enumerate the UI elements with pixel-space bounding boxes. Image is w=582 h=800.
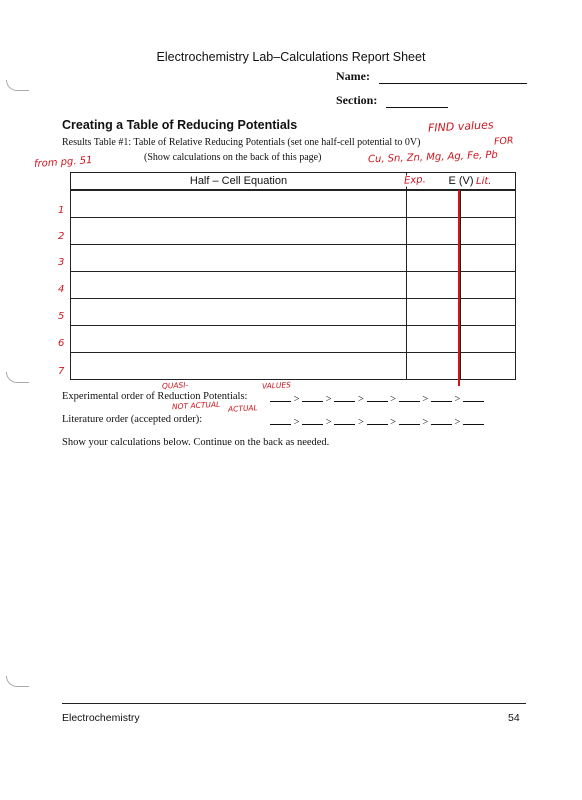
equation-cell[interactable]	[71, 245, 407, 272]
exp-cell[interactable]	[407, 272, 461, 299]
experimental-order-blanks	[270, 391, 484, 405]
table-caption: Results Table #1: Table of Relative Reducing Potentials (set one half-cell potential to 0V)	[62, 137, 421, 148]
order-blank[interactable]	[334, 391, 355, 402]
order-separator: >	[422, 417, 429, 428]
order-separator: >	[390, 394, 397, 405]
annotation-not-actual: NOT ACTUAL	[171, 399, 221, 412]
row-number: 5	[58, 311, 65, 322]
lit-cell[interactable]	[461, 218, 516, 245]
binder-hole-top	[6, 80, 29, 91]
annotation-exp: Exp.	[403, 174, 427, 187]
order-blank[interactable]	[367, 414, 388, 425]
order-blank[interactable]	[399, 414, 420, 425]
order-blank[interactable]	[463, 391, 484, 402]
annotation-for: FOR	[493, 135, 514, 148]
lit-cell[interactable]	[461, 245, 516, 272]
order-separator: >	[293, 417, 300, 428]
row-number: 2	[58, 231, 65, 242]
order-blank[interactable]	[399, 391, 420, 402]
equation-cell[interactable]	[71, 353, 407, 380]
footer-title: Electrochemistry	[62, 712, 140, 724]
section-label: Section:	[336, 93, 378, 107]
annotation-find-values: FIND values	[427, 118, 494, 135]
handwritten-column-divider	[458, 190, 460, 386]
header-e-volts: E (V)	[407, 173, 516, 191]
table-row	[71, 245, 516, 272]
order-separator: >	[293, 394, 300, 405]
order-blank[interactable]	[334, 414, 355, 425]
equation-cell[interactable]	[71, 326, 407, 353]
table-row	[71, 299, 516, 326]
calculations-instruction: Show your calculations below. Continue on the back as needed.	[62, 437, 330, 448]
exp-cell[interactable]	[407, 353, 461, 380]
row-number: 4	[58, 284, 65, 295]
binder-hole-bottom	[6, 676, 29, 687]
annotation-elements: Cu, Sn, Zn, Mg, Ag, Fe, Pb	[367, 149, 498, 166]
order-separator: >	[422, 394, 429, 405]
experimental-order-label: Experimental order of Reduction Potentials:	[62, 391, 248, 402]
section-row	[336, 93, 448, 108]
equation-cell[interactable]	[71, 299, 407, 326]
order-blank[interactable]	[431, 391, 452, 402]
equation-cell[interactable]	[71, 272, 407, 299]
annotation-quasi: QUASI-	[161, 380, 189, 391]
table-row	[71, 326, 516, 353]
row-number: 3	[58, 257, 65, 268]
table-subcaption: (Show calculations on the back of this page)	[144, 152, 322, 163]
order-blank[interactable]	[431, 414, 452, 425]
lit-cell[interactable]	[461, 190, 516, 218]
table-row	[71, 353, 516, 380]
results-table	[70, 172, 516, 380]
lit-cell[interactable]	[461, 272, 516, 299]
order-separator: >	[357, 394, 364, 405]
order-blank[interactable]	[463, 414, 484, 425]
name-label: Name:	[336, 69, 370, 83]
section-heading: Creating a Table of Reducing Potentials	[62, 118, 298, 132]
table-row	[71, 272, 516, 299]
row-number: 7	[58, 366, 65, 377]
lit-cell[interactable]	[461, 326, 516, 353]
annotation-actual: ACTUAL	[227, 403, 258, 414]
order-blank[interactable]	[367, 391, 388, 402]
order-blank[interactable]	[302, 414, 323, 425]
order-separator: >	[325, 417, 332, 428]
lit-cell[interactable]	[461, 299, 516, 326]
table-header-row	[71, 173, 516, 191]
annotation-values: VALUES	[261, 380, 292, 391]
footer-rule	[62, 703, 526, 704]
equation-cell[interactable]	[71, 190, 407, 218]
order-separator: >	[357, 417, 364, 428]
page-number: 54	[508, 712, 520, 724]
table-row	[71, 218, 516, 245]
page-title: Electrochemistry Lab–Calculations Report Sheet	[156, 50, 426, 64]
row-number: 1	[58, 205, 65, 216]
annotation-from-page: from pg. 51	[33, 154, 93, 171]
order-blank[interactable]	[270, 391, 291, 402]
binder-hole-middle	[6, 372, 29, 383]
exp-cell[interactable]	[407, 299, 461, 326]
name-field[interactable]	[379, 70, 527, 84]
literature-order-blanks	[270, 414, 484, 428]
equation-cell[interactable]	[71, 218, 407, 245]
order-separator: >	[390, 417, 397, 428]
lit-cell[interactable]	[461, 353, 516, 380]
exp-cell[interactable]	[407, 218, 461, 245]
section-field[interactable]	[386, 94, 448, 108]
exp-cell[interactable]	[407, 326, 461, 353]
order-separator: >	[325, 394, 332, 405]
literature-order-label: Literature order (accepted order):	[62, 414, 203, 425]
row-number: 6	[58, 338, 65, 349]
annotation-lit: Lit.	[476, 176, 492, 187]
exp-cell[interactable]	[407, 190, 461, 218]
order-blank[interactable]	[270, 414, 291, 425]
order-separator: >	[454, 394, 461, 405]
exp-cell[interactable]	[407, 245, 461, 272]
header-half-cell-equation: Half – Cell Equation	[71, 173, 407, 191]
table-row	[71, 190, 516, 218]
order-separator: >	[454, 417, 461, 428]
name-row	[336, 69, 527, 84]
order-blank[interactable]	[302, 391, 323, 402]
